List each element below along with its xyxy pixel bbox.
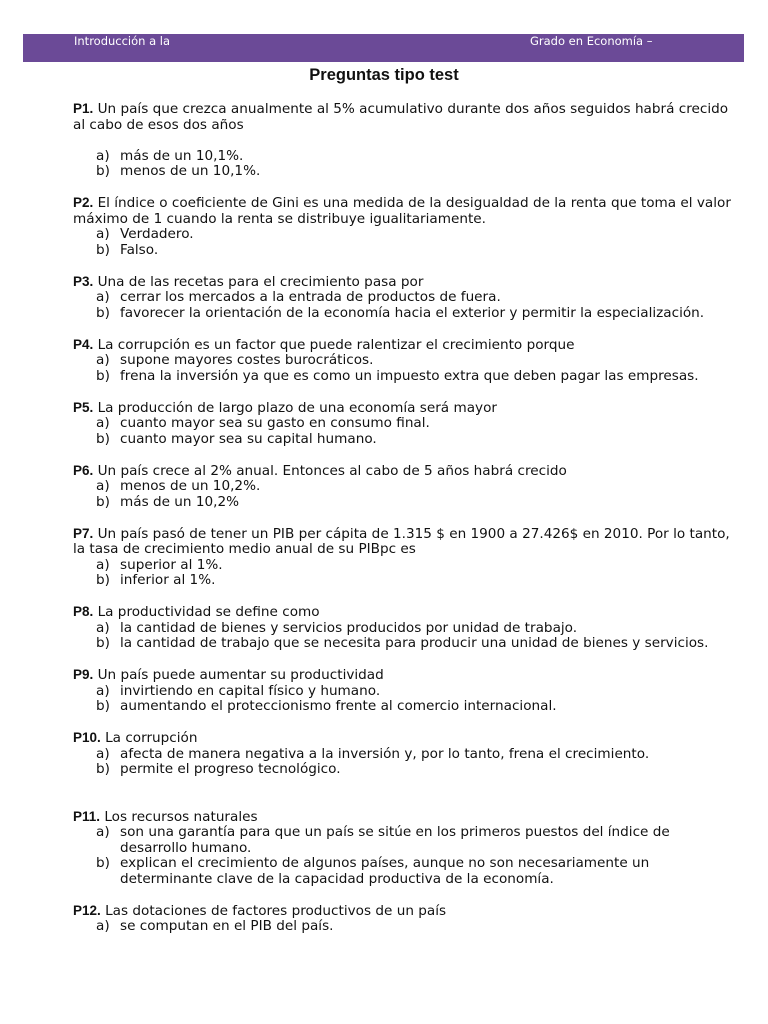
option-letter: a) <box>96 147 110 164</box>
option-text: invirtiendo en capital físico y humano. <box>120 682 381 699</box>
question-number: P4. <box>73 336 94 352</box>
option-list <box>73 684 733 715</box>
option-letter: b) <box>96 761 110 777</box>
question-number: P12. <box>73 902 101 918</box>
option-letter: b) <box>96 493 110 510</box>
option-text: cuanto mayor sea su capital humano. <box>120 430 377 447</box>
question-4 <box>73 337 733 385</box>
option-letter: b) <box>96 304 110 321</box>
option-letter: a) <box>96 415 110 431</box>
option-text: Verdadero. <box>120 226 194 242</box>
option-letter: a) <box>96 289 110 305</box>
question-text: La corrupción es un factor que puede ralentizar el crecimiento porque <box>93 336 575 353</box>
option-b <box>73 164 733 180</box>
option-text: favorecer la orientación de la economía hacia el exterior y permitir la especialización. <box>120 304 705 321</box>
question-8 <box>73 604 733 652</box>
question-text: Un país que crezca anualmente al 5% acumulativo durante dos años seguidos habrá crecido al cabo de esos dos años <box>73 101 729 133</box>
option-list <box>73 149 733 180</box>
option-letter: b) <box>96 698 110 714</box>
question-text: Una de las recetas para el crecimiento pasa por <box>93 273 424 290</box>
header-bar <box>23 34 744 62</box>
option-text: más de un 10,2% <box>120 493 240 510</box>
question-2 <box>73 195 733 258</box>
question-number: P2. <box>73 195 94 210</box>
option-a <box>73 416 733 432</box>
option-text: menos de un 10,2%. <box>120 478 261 494</box>
option-a <box>73 227 733 243</box>
question-number: P10. <box>73 730 101 745</box>
option-list <box>73 479 733 510</box>
question-stem <box>73 903 733 920</box>
option-list <box>73 227 733 258</box>
option-b <box>73 699 733 715</box>
option-b <box>73 856 733 887</box>
option-text: permite el progreso tecnológico. <box>120 761 341 777</box>
option-b <box>73 369 733 385</box>
question-stem <box>73 730 733 747</box>
question-stem <box>73 195 733 227</box>
option-text: son una garantía para que un país se sitúe en los primeros puestos del índice de desarrollo humano. <box>120 824 670 856</box>
question-stem <box>73 463 733 480</box>
option-b <box>73 306 733 322</box>
option-text: más de un 10,1%. <box>120 147 244 164</box>
option-text: afecta de manera negativa a la inversión y, por lo tanto, frena el crecimiento. <box>120 745 650 762</box>
option-letter: a) <box>96 352 110 368</box>
option-list <box>73 416 733 447</box>
option-text: cerrar los mercados a la entrada de productos de fuera. <box>120 289 501 305</box>
question-text: El índice o coeficiente de Gini es una medida de la desigualdad de la renta que toma el valor máximo de 1 cuando la renta se distribuye igualitariamente. <box>73 195 731 227</box>
option-b <box>73 243 733 259</box>
option-text: la cantidad de trabajo que se necesita para producir una unidad de bienes y servicios. <box>120 635 709 651</box>
option-letter: b) <box>96 855 110 871</box>
question-12 <box>73 903 733 935</box>
question-text: Las dotaciones de factores productivos de un país <box>100 902 447 919</box>
question-number: P8. <box>73 604 94 619</box>
option-text: explican el crecimiento de algunos países, aunque no son necesariamente un determinante clave de la capacidad productiva de la economía. <box>120 855 650 887</box>
option-letter: a) <box>96 556 110 573</box>
option-b <box>73 495 733 511</box>
option-text: la cantidad de bienes y servicios producidos por unidad de trabajo. <box>120 619 578 636</box>
question-stem <box>73 526 733 558</box>
option-text: inferior al 1%. <box>120 572 216 588</box>
option-letter: b) <box>96 367 110 384</box>
option-text: frena la inversión ya que es como un impuesto extra que deben pagar las empresas. <box>120 367 699 384</box>
option-a <box>73 290 733 306</box>
option-text: aumentando el proteccionismo frente al comercio internacional. <box>120 698 557 714</box>
question-number: P5. <box>73 399 94 415</box>
option-a <box>73 825 733 856</box>
option-a <box>73 479 733 495</box>
question-stem <box>73 274 733 291</box>
option-letter: a) <box>96 226 110 242</box>
question-7 <box>73 526 733 589</box>
question-stem <box>73 809 733 826</box>
question-5 <box>73 400 733 448</box>
option-letter: a) <box>96 682 110 699</box>
option-text: menos de un 10,1%. <box>120 163 261 179</box>
option-letter: b) <box>96 430 110 447</box>
question-number: P11. <box>73 808 101 824</box>
option-b <box>73 432 733 448</box>
option-letter: b) <box>96 572 110 588</box>
question-text: Los recursos naturales <box>100 808 258 825</box>
question-list <box>73 101 733 950</box>
option-letter: a) <box>96 824 110 840</box>
option-list <box>73 919 733 935</box>
option-list <box>73 747 733 778</box>
question-stem <box>73 604 733 621</box>
option-text: supone mayores costes burocráticos. <box>120 352 374 368</box>
question-10 <box>73 730 733 778</box>
question-text: La productividad se define como <box>93 604 320 620</box>
option-text: superior al 1%. <box>120 556 223 573</box>
question-6 <box>73 463 733 511</box>
option-letter: b) <box>96 163 110 179</box>
option-a <box>73 747 733 763</box>
question-stem <box>73 337 733 354</box>
question-number: P1. <box>73 101 94 116</box>
option-a <box>73 149 733 165</box>
option-a <box>73 558 733 574</box>
header-course-title: Introducción a la <box>74 34 171 48</box>
option-letter: a) <box>96 478 110 494</box>
option-a <box>73 684 733 700</box>
option-list <box>73 621 733 652</box>
question-text: La producción de largo plazo de una economía será mayor <box>93 399 497 416</box>
question-stem <box>73 400 733 417</box>
question-3 <box>73 274 733 322</box>
option-a <box>73 621 733 637</box>
option-list <box>73 290 733 321</box>
question-number: P9. <box>73 667 94 682</box>
page-title: Preguntas tipo test <box>309 66 459 84</box>
header-degree-title: Grado en Economía – <box>530 34 653 48</box>
question-1 <box>73 101 733 180</box>
question-11 <box>73 809 733 888</box>
question-stem <box>73 101 733 133</box>
option-b <box>73 573 733 589</box>
question-number: P7. <box>73 525 94 541</box>
question-text: La corrupción <box>100 730 198 746</box>
option-letter: b) <box>96 241 110 258</box>
question-text: Un país pasó de tener un PIB per cápita de 1.315 $ en 1900 a 27.426$ en 2010. Por lo tanto, la tasa de crecimiento medio anual de su PIBpc es <box>73 525 730 557</box>
question-text: Un país puede aumentar su productividad <box>93 667 384 683</box>
option-letter: a) <box>96 918 110 934</box>
option-b <box>73 762 733 778</box>
option-text: se computan en el PIB del país. <box>120 918 334 934</box>
option-list <box>73 825 733 887</box>
option-text: Falso. <box>120 241 159 258</box>
option-b <box>73 636 733 652</box>
option-a <box>73 353 733 369</box>
option-text: cuanto mayor sea su gasto en consumo final. <box>120 415 430 431</box>
question-stem <box>73 667 733 684</box>
question-text: Un país crece al 2% anual. Entonces al cabo de 5 años habrá crecido <box>93 462 567 479</box>
question-9 <box>73 667 733 715</box>
option-letter: a) <box>96 745 110 762</box>
option-list <box>73 353 733 384</box>
option-a <box>73 919 733 935</box>
question-number: P3. <box>73 273 94 289</box>
question-number: P6. <box>73 462 94 478</box>
option-letter: a) <box>96 619 110 636</box>
option-list <box>73 558 733 589</box>
option-letter: b) <box>96 635 110 651</box>
